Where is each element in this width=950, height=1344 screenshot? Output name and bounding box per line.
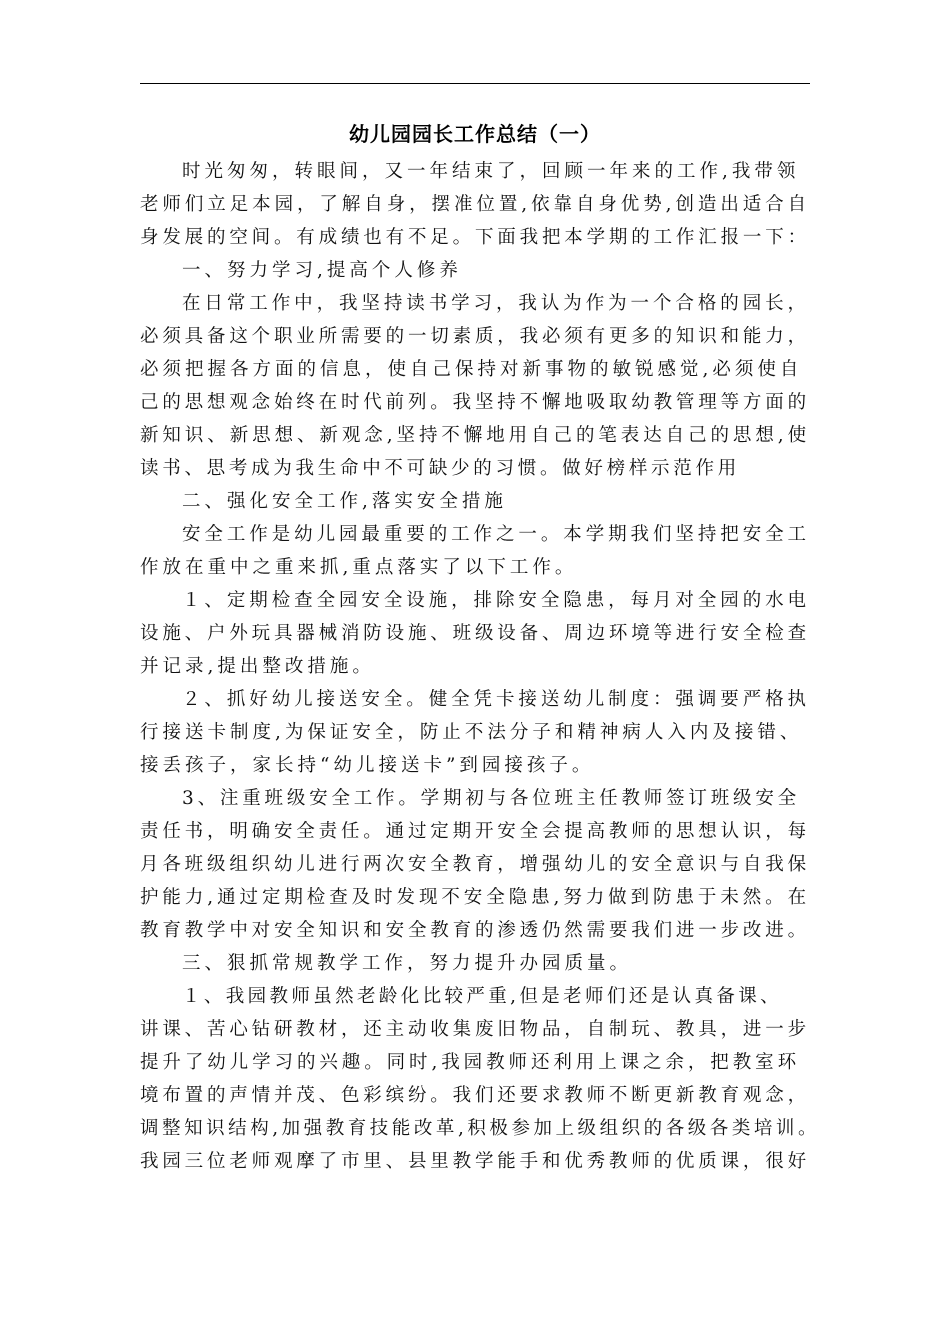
body-line: 设施、户外玩具器械消防设施、班级设备、周边环境等进行安全检查: [140, 623, 810, 644]
body-line: 责任书，明确安全责任。通过定期开安全会提高教师的思想认识，每: [140, 821, 810, 842]
body-line: 月各班级组织幼儿进行两次安全教育，增强幼儿的安全意识与自我保: [140, 854, 810, 875]
body-line: 作放在重中之重来抓,重点落实了以下工作。: [140, 557, 578, 578]
body-line: 接丢孩子，家长持“幼儿接送卡”到园接孩子。: [140, 755, 595, 776]
body-line: 境布置的声情并茂、色彩缤纷。我们还要求教师不断更新教育观念，: [140, 1085, 810, 1106]
section-heading: 一、努力学习,提高个人修养: [182, 260, 462, 281]
body-line: 提升了幼儿学习的兴趣。同时,我园教师还利用上课之余，把教室环: [140, 1052, 800, 1073]
document-title: 幼儿园园长工作总结（一）: [349, 122, 601, 146]
body-line: １、定期检查全园安全设施，排除安全隐患，每月对全园的水电: [182, 590, 810, 611]
header-rule: [140, 83, 810, 84]
body-line: 必须把握各方面的信息，使自己保持对新事物的敏锐感觉,必须使自: [140, 359, 803, 380]
body-line: 3、注重班级安全工作。学期初与各位班主任教师签订班级安全: [182, 788, 800, 809]
body-line: 身发展的空间。有成绩也有不足。下面我把本学期的工作汇报一下：: [140, 227, 810, 248]
body-line: 时光匆匆，转眼间，又一年结束了，回顾一年来的工作,我带领: [182, 161, 800, 182]
section-heading: 三、狠抓常规教学工作，努力提升办园质量。: [182, 953, 633, 974]
body-line: 并记录,提出整改措施。: [140, 656, 375, 677]
body-line: ２、抓好幼儿接送安全。健全凭卡接送幼儿制度：强调要严格执: [182, 689, 810, 710]
body-line: 行接送卡制度,为保证安全，防止不法分子和精神病人入内及接错、: [140, 722, 803, 743]
body-line: 安全工作是幼儿园最重要的工作之一。本学期我们坚持把安全工: [182, 524, 810, 545]
body-line: 必须具备这个职业所需要的一切素质，我必须有更多的知识和能力，: [140, 326, 810, 347]
body-line: 新知识、新思想、新观念,坚持不懈地用自己的笔表达自己的思想,使: [140, 425, 811, 446]
body-line: 我园三位老师观摩了市里、县里教学能手和优秀教师的优质课，很好: [140, 1151, 810, 1172]
body-line: 教育教学中对安全知识和安全教育的渗透仍然需要我们进一步改进。: [140, 920, 810, 941]
body-line: 己的思想观念始终在时代前列。我坚持不懈地吸取幼教管理等方面的: [140, 392, 810, 413]
body-line: 讲课、苦心钻研教材，还主动收集废旧物品，自制玩、教具，进一步: [140, 1019, 810, 1040]
body-line: 调整知识结构,加强教育技能改革,积极参加上级组织的各级各类培训。: [140, 1118, 820, 1139]
body-line: １、我园教师虽然老龄化比较严重,但是老师们还是认真备课、: [182, 986, 782, 1007]
body-line: 护能力,通过定期检查及时发现不安全隐患,努力做到防患于未然。在: [140, 887, 811, 908]
body-line: 在日常工作中，我坚持读书学习，我认为作为一个合格的园长，: [182, 293, 810, 314]
section-heading: 二、强化安全工作,落实安全措施: [182, 491, 507, 512]
body-line: 老师们立足本园，了解自身，摆准位置,依靠自身优势,创造出适合自: [140, 194, 811, 215]
body-line: 读书、思考成为我生命中不可缺少的习惯。做好榜样示范作用: [140, 458, 740, 479]
